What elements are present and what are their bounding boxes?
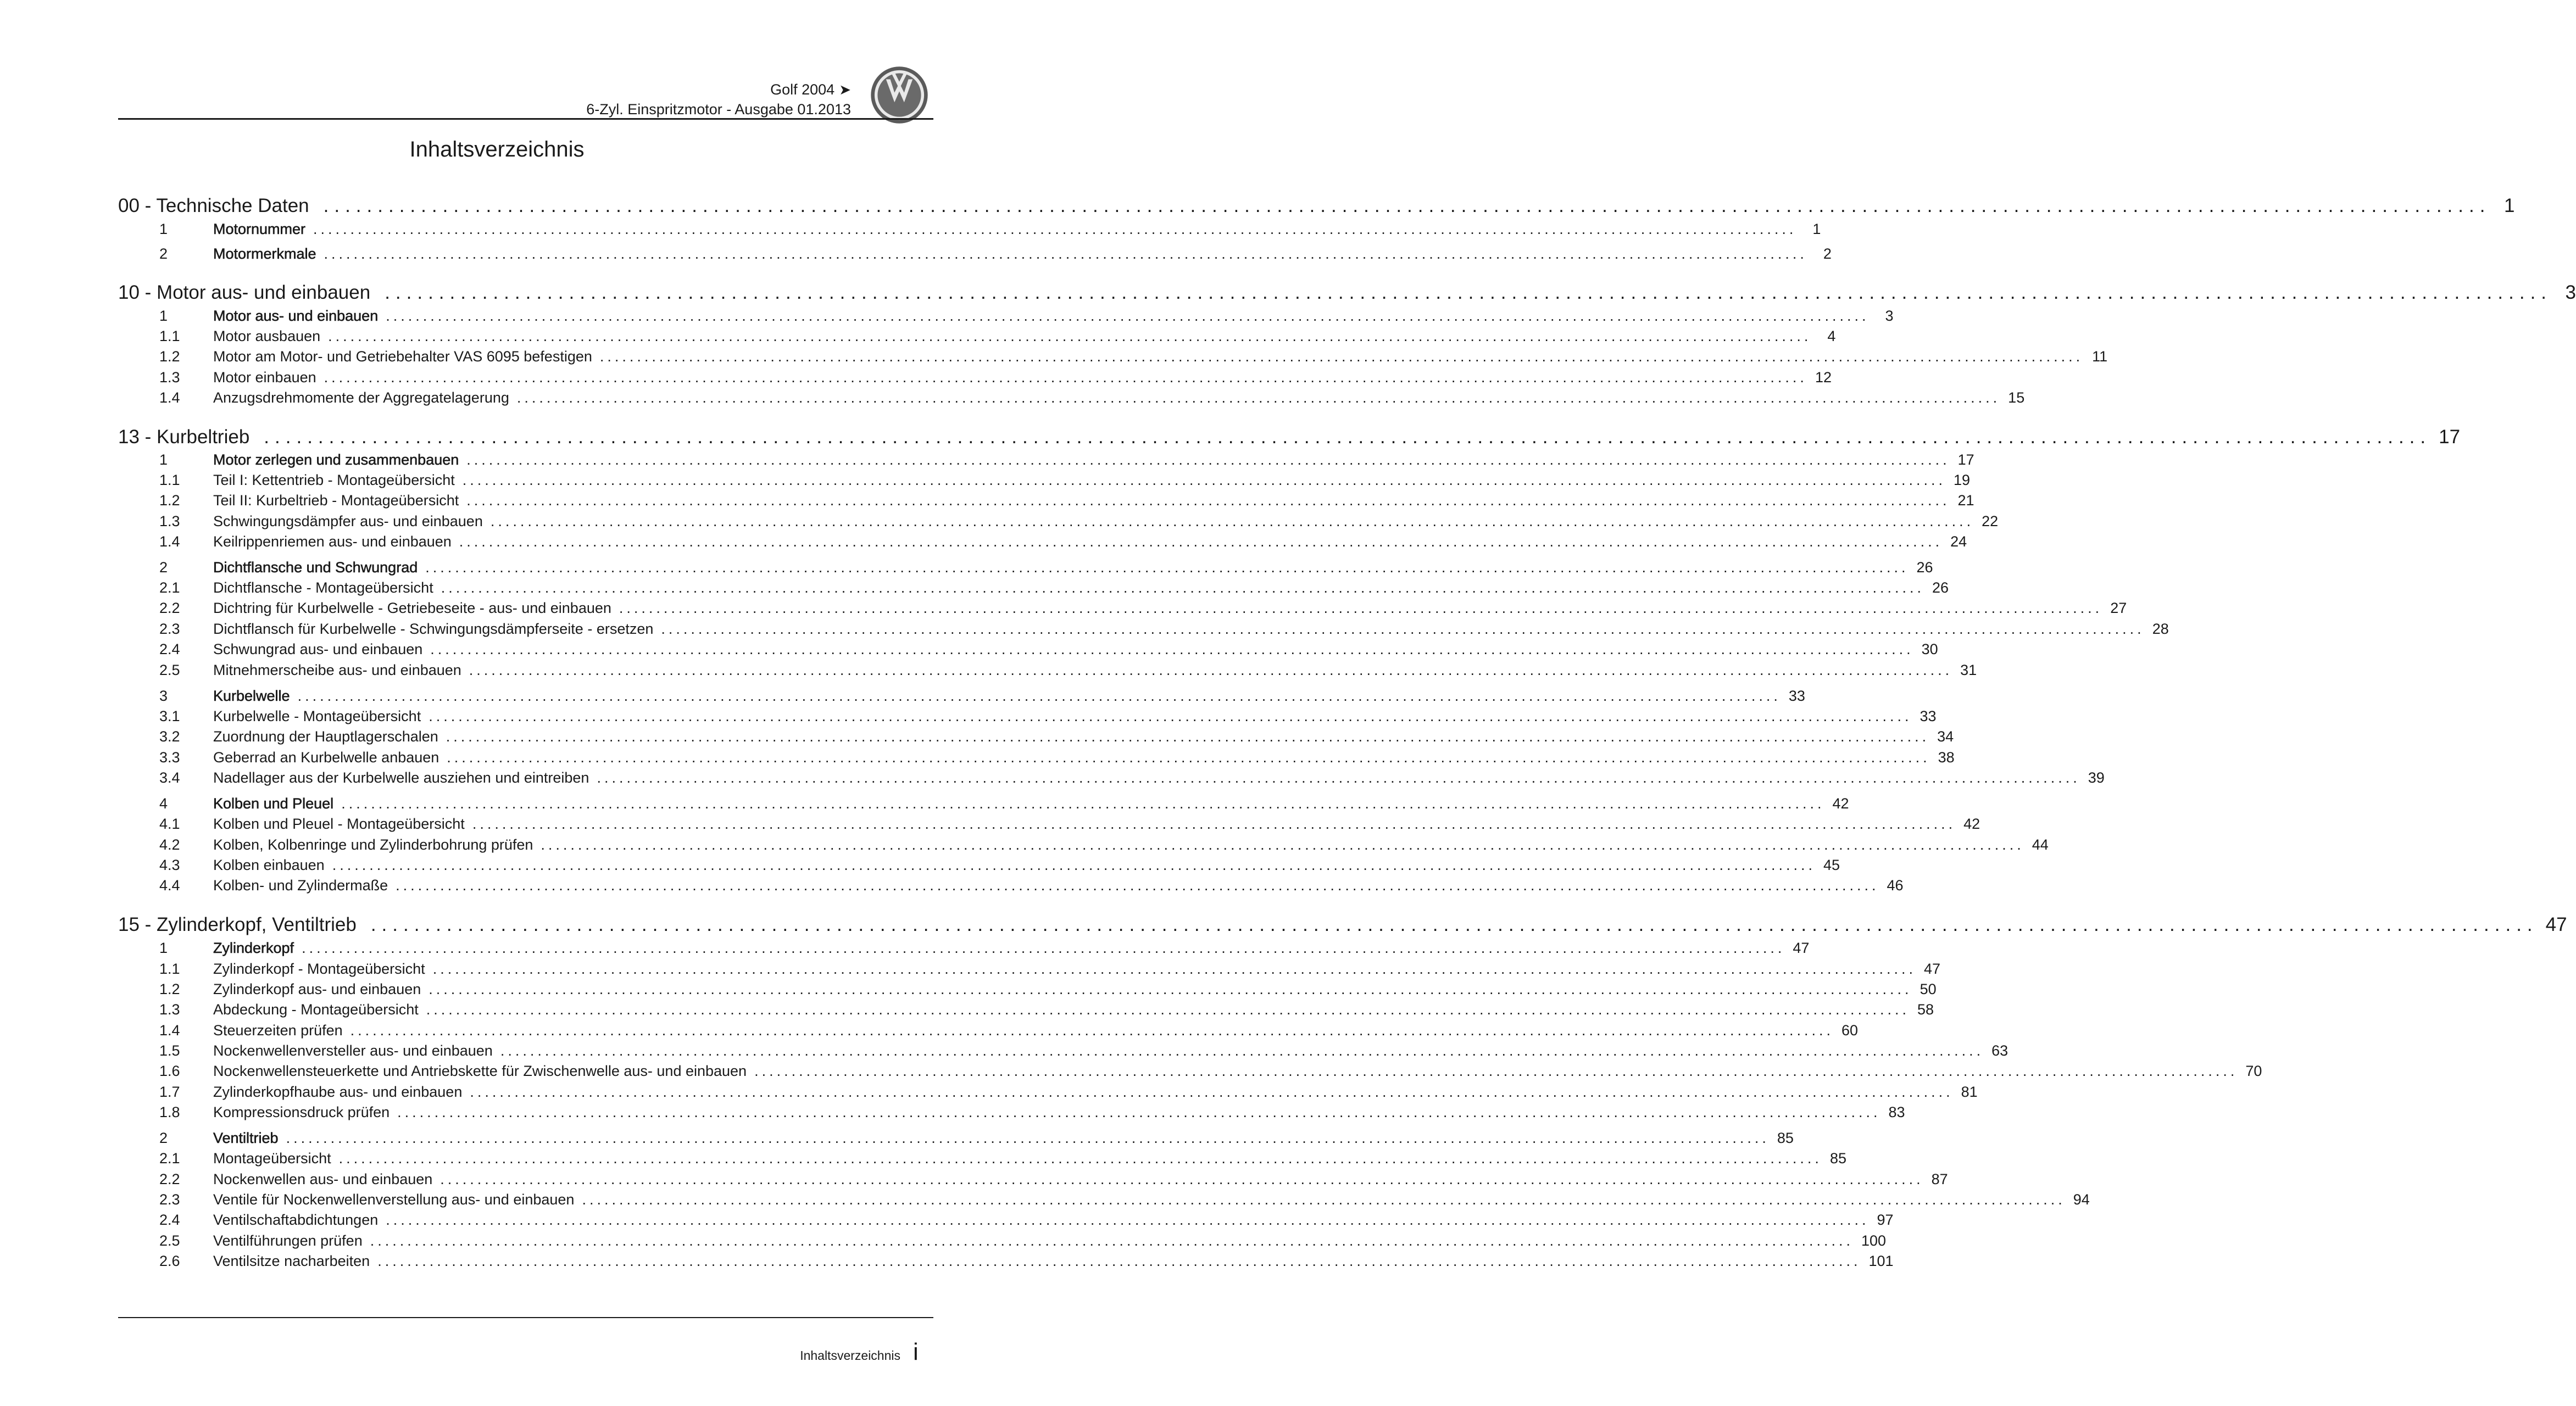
toc-entry-page: 31 <box>1960 662 1977 678</box>
dot-leader: ........................................................................................................................................................................................................ <box>341 795 1825 812</box>
toc-entry-page: 26 <box>1932 579 1949 596</box>
dot-leader: ........................................................................................................................................................................................................ <box>472 816 1956 832</box>
toc-entry-page: 47 <box>1923 961 1941 977</box>
toc-entry-number: 2.1 <box>159 579 180 596</box>
dot-leader: ........................................................................................................................................................................................................ <box>323 195 2491 216</box>
dot-leader: ........................................................................................................................................................................................................ <box>370 1232 1854 1249</box>
toc-entry-number: 1.6 <box>159 1063 180 1079</box>
dot-leader: ........................................................................................................................................................................................................ <box>516 389 2001 406</box>
toc-entry-number: 1.1 <box>159 961 180 977</box>
toc-entry-title: Teil II: Kurbeltrieb - Montageübersicht <box>213 492 459 509</box>
toc-entry-page: 100 <box>1861 1232 1887 1249</box>
toc-entry[interactable] <box>118 1150 1846 1167</box>
toc-entry-title: Geberrad an Kurbelwelle anbauen <box>213 749 439 766</box>
toc-chapter[interactable] <box>118 426 2461 448</box>
toc-entry-page: 38 <box>1938 749 1955 766</box>
toc-entry-title: Ventilschaftabdichtungen <box>213 1212 379 1228</box>
toc-entry-title: Ventiltrieb <box>213 1130 279 1146</box>
toc-entry-page: 45 <box>1823 857 1840 873</box>
toc-entry[interactable] <box>118 1042 2008 1059</box>
toc-entry-title: Mitnehmerscheibe aus- und einbauen <box>213 662 461 678</box>
toc-entry-page: 12 <box>1815 369 1832 386</box>
toc-entry-title: Kolben und Pleuel <box>213 795 334 812</box>
toc-entry-number: 4.3 <box>159 857 180 873</box>
toc-chapter[interactable] <box>118 282 2576 304</box>
toc-entry-title: Motor zerlegen und zusammenbauen <box>213 451 459 468</box>
toc-entry-page: 101 <box>1868 1253 1894 1269</box>
dot-leader: ........................................................................................................................................................................................................ <box>470 1084 1954 1100</box>
toc-entry-number: 2.6 <box>159 1253 180 1269</box>
toc-entry-number: 1.4 <box>159 533 180 550</box>
toc-entry-title: Dichtflansche - Montageübersicht <box>213 579 433 596</box>
toc-entry-page: 33 <box>1920 708 1937 724</box>
toc-entry[interactable] <box>118 1022 1859 1039</box>
toc-entry-title: Keilrippenriemen aus- und einbauen <box>213 533 452 550</box>
toc-entry[interactable] <box>118 641 1938 658</box>
toc-entry[interactable] <box>118 579 1949 596</box>
header-subtitle: 6-Zyl. Einspritzmotor - Ausgabe 01.2013 <box>586 101 851 118</box>
toc-entry[interactable] <box>118 688 1805 705</box>
toc-entry[interactable] <box>118 1063 2262 1080</box>
toc-entry-number: 2.3 <box>159 1191 180 1208</box>
toc-entry-title: Teil I: Kettentrieb - Montageübersicht <box>213 472 455 488</box>
arrow-right-icon: ➤ <box>839 81 851 98</box>
toc-entry[interactable] <box>118 1191 2090 1208</box>
dot-leader: ........................................................................................................................................................................................................ <box>385 282 2552 303</box>
header-model <box>770 81 851 98</box>
toc-entry-title: Motor am Motor- und Getriebehalter VAS 6095 befestigen <box>213 348 592 365</box>
toc-entry[interactable] <box>118 348 2108 365</box>
toc-entry[interactable] <box>118 600 2127 617</box>
toc-entry-title: Nockenwellenversteller aus- und einbauen <box>213 1042 493 1059</box>
toc-entry-page: 47 <box>2545 914 2567 935</box>
toc-entry-title: Dichtring für Kurbelwelle - Getriebeseite - aus- und einbauen <box>213 600 611 616</box>
toc-entry[interactable] <box>118 1001 1934 1018</box>
dot-leader: ........................................................................................................................................................................................................ <box>599 348 2084 365</box>
toc-entry[interactable] <box>118 369 1832 386</box>
toc-entry-number: 2.5 <box>159 662 180 678</box>
toc-entry-number: 1 <box>159 221 168 237</box>
toc-entry-page: 81 <box>1961 1084 1978 1100</box>
dot-leader: ........................................................................................................................................................................................................ <box>264 426 2432 448</box>
toc-entry-title: Ventilsitze nacharbeiten <box>213 1253 370 1269</box>
toc-entry-title: Zuordnung der Hauptlagerschalen <box>213 728 438 745</box>
toc-entry[interactable] <box>118 308 1894 325</box>
toc-entry-title: 00 - Technische Daten <box>118 195 309 216</box>
toc-entry-title: Schwingungsdämpfer aus- und einbauen <box>213 513 483 529</box>
toc-entry[interactable] <box>118 1212 1894 1229</box>
toc-entry[interactable] <box>118 246 1832 263</box>
toc-entry-title: Kolben einbauen <box>213 857 325 873</box>
toc-entry-number: 1.5 <box>159 1042 180 1059</box>
toc-entry-number: 2 <box>159 559 168 576</box>
toc-entry-title: Zylinderkopf aus- und einbauen <box>213 981 421 997</box>
toc-entry[interactable] <box>118 533 1967 550</box>
toc-entry[interactable] <box>118 1104 1905 1121</box>
toc-entry-title: Nockenwellen aus- und einbauen <box>213 1171 433 1187</box>
toc-entry-page: 50 <box>1920 981 1937 997</box>
toc-entry-page: 42 <box>1963 816 1980 832</box>
toc-entry[interactable] <box>118 795 1849 812</box>
toc-entry-page: 1 <box>2503 195 2515 216</box>
toc-entry-page: 47 <box>1793 940 1810 956</box>
toc-entry[interactable] <box>118 708 1937 725</box>
toc-entry-page: 24 <box>1950 533 1967 550</box>
toc-entry-page: 17 <box>2439 426 2461 448</box>
footer-page-number: i <box>913 1338 919 1365</box>
toc-entry-title: Dichtflansch für Kurbelwelle - Schwingungsdämpferseite - ersetzen <box>213 621 654 637</box>
toc-entry-page: 97 <box>1877 1212 1894 1228</box>
toc-entry[interactable] <box>118 1232 1887 1249</box>
toc-entry-title: Zylinderkopfhaube aus- und einbauen <box>213 1084 463 1100</box>
dot-leader: ........................................................................................................................................................................................................ <box>469 662 1953 678</box>
dot-leader: ........................................................................................................................................................................................................ <box>313 221 1797 237</box>
toc-entry-title: Motor ausbauen <box>213 328 321 344</box>
toc-entry-title: Kolben- und Zylindermaße <box>213 877 388 894</box>
toc-entry-title: Motor aus- und einbauen <box>213 308 379 324</box>
toc-entry-page: 58 <box>1917 1001 1934 1018</box>
dot-leader: ........................................................................................................................................................................................................ <box>350 1022 1834 1039</box>
toc-entry-title: Zylinderkopf - Montageübersicht <box>213 961 425 977</box>
toc-entry[interactable] <box>118 961 1941 978</box>
toc-entry-number: 1.8 <box>159 1104 180 1120</box>
toc-entry-page: 2 <box>1823 246 1832 262</box>
toc-entry[interactable] <box>118 981 1937 998</box>
toc-entry-title: Zylinderkopf <box>213 940 294 956</box>
toc-entry-number: 1 <box>159 940 168 956</box>
toc-entry-page: 83 <box>1888 1104 1905 1120</box>
dot-leader: ........................................................................................................................................................................................................ <box>490 513 1974 529</box>
dot-leader: ........................................................................................................................................................................................................ <box>332 857 1816 873</box>
header-rule <box>118 118 933 120</box>
toc-entry[interactable] <box>118 621 2169 638</box>
toc-entry-page: 19 <box>1954 472 1971 488</box>
toc-chapter[interactable] <box>118 195 2515 217</box>
toc-entry-page: 15 <box>2008 389 2025 406</box>
toc-entry-page: 1 <box>1812 221 1821 237</box>
toc-entry-number: 2.2 <box>159 600 180 616</box>
dot-leader: ........................................................................................................................................................................................................ <box>328 328 1812 344</box>
toc-entry-title: Montageübersicht <box>213 1150 331 1167</box>
dot-leader: ........................................................................................................................................................................................................ <box>297 688 1781 704</box>
toc-entry-title: Motornummer <box>213 221 306 237</box>
toc-entry-number: 1 <box>159 451 168 468</box>
dot-leader: ........................................................................................................................................................................................................ <box>430 641 1914 657</box>
toc-entry-number: 1.3 <box>159 513 180 529</box>
toc-entry-title: Motor einbauen <box>213 369 316 386</box>
toc-entry-number: 2.3 <box>159 621 180 637</box>
toc-entry[interactable] <box>118 221 1821 238</box>
toc-entry-number: 4.1 <box>159 816 180 832</box>
toc-entry-number: 4 <box>159 795 168 812</box>
dot-leader: ........................................................................................................................................................................................................ <box>377 1253 1861 1269</box>
toc-entry[interactable] <box>118 451 1974 468</box>
toc-entry-title: Kompressionsdruck prüfen <box>213 1104 390 1120</box>
toc-entry-title: Motormerkmale <box>213 246 316 262</box>
toc-entry[interactable] <box>118 940 1810 957</box>
toc-entry-number: 2.5 <box>159 1232 180 1249</box>
toc-entry-title: Kolben und Pleuel - Montageübersicht <box>213 816 465 832</box>
toc-entry-page: 4 <box>1827 328 1836 344</box>
toc-entry-page: 44 <box>2032 836 2049 853</box>
dot-leader: ........................................................................................................................................................................................................ <box>386 1212 1870 1228</box>
header-model-text: Golf 2004 <box>770 81 835 98</box>
dot-leader: ........................................................................................................................................................................................................ <box>597 769 2080 786</box>
toc-entry-number: 1 <box>159 308 168 324</box>
dot-leader: ........................................................................................................................................................................................................ <box>582 1191 2066 1208</box>
dot-leader: ........................................................................................................................................................................................................ <box>441 579 1924 596</box>
toc-entry-number: 3.2 <box>159 728 180 745</box>
dot-leader: ........................................................................................................................................................................................................ <box>459 533 1943 550</box>
toc-entry-page: 87 <box>1931 1171 1948 1187</box>
toc-entry-number: 2 <box>159 1130 168 1146</box>
toc-entry[interactable] <box>118 1130 1794 1147</box>
toc-entry[interactable] <box>118 492 1974 509</box>
dot-leader: ........................................................................................................................................................................................................ <box>324 369 1807 386</box>
dot-leader: ........................................................................................................................................................................................................ <box>426 1001 1910 1018</box>
toc-entry-title: Steuerzeiten prüfen <box>213 1022 343 1039</box>
toc-entry[interactable] <box>118 836 2049 853</box>
toc-entry-number: 2.1 <box>159 1150 180 1167</box>
toc-entry-page: 70 <box>2245 1063 2262 1079</box>
toc-entry-page: 28 <box>2152 621 2169 637</box>
dot-leader: ........................................................................................................................................................................................................ <box>432 961 1916 977</box>
dot-leader: ........................................................................................................................................................................................................ <box>446 728 1930 745</box>
dot-leader: ........................................................................................................................................................................................................ <box>338 1150 1822 1167</box>
toc-entry[interactable] <box>118 769 2105 786</box>
toc-entry-number: 1.1 <box>159 472 180 488</box>
toc-entry-page: 60 <box>1841 1022 1859 1039</box>
dot-leader: ........................................................................................................................................................................................................ <box>396 877 1879 894</box>
toc-entry-title: Nockenwellensteuerkette und Antriebskette für Zwischenwelle aus- und einbauen <box>213 1063 747 1079</box>
toc-entry-title: Kurbelwelle <box>213 688 290 704</box>
dot-leader: ........................................................................................................................................................................................................ <box>397 1104 1881 1120</box>
dot-leader: ........................................................................................................................................................................................................ <box>440 1171 1924 1187</box>
footer-rule <box>118 1317 933 1318</box>
toc-entry-page: 11 <box>2092 348 2108 365</box>
toc-entry-page: 27 <box>2110 600 2127 616</box>
toc-entry-number: 2.4 <box>159 641 180 657</box>
toc-entry-number: 1.3 <box>159 1001 180 1018</box>
footer-label: Inhaltsverzeichnis <box>800 1348 900 1363</box>
dot-leader: ........................................................................................................................................................................................................ <box>370 914 2538 935</box>
dot-leader: ........................................................................................................................................................................................................ <box>661 621 2145 637</box>
toc-entry-page: 22 <box>1982 513 1999 529</box>
toc-entry-title: Nadellager aus der Kurbelwelle ausziehen und eintreiben <box>213 769 589 786</box>
toc-entry-number: 1.2 <box>159 492 180 509</box>
toc-entry-title: Anzugsdrehmomente der Aggregatelagerung <box>213 389 509 406</box>
toc-entry[interactable] <box>118 1171 1948 1188</box>
dot-leader: ........................................................................................................................................................................................................ <box>429 708 1912 724</box>
toc-entry-page: 33 <box>1788 688 1805 704</box>
toc-entry-page: 85 <box>1829 1150 1846 1167</box>
toc-entry-number: 3.4 <box>159 769 180 786</box>
toc-entry-number: 1.4 <box>159 389 180 406</box>
toc-entry-number: 1.1 <box>159 328 180 344</box>
toc-entry-page: 42 <box>1832 795 1849 812</box>
toc-entry-title: Ventile für Nockenwellenverstellung aus- und einbauen <box>213 1191 575 1208</box>
toc-entry-number: 1.7 <box>159 1084 180 1100</box>
toc-entry-page: 30 <box>1921 641 1938 657</box>
toc-entry[interactable] <box>118 857 1840 874</box>
toc-entry[interactable] <box>118 328 1836 345</box>
toc-entry-page: 26 <box>1916 559 1933 576</box>
dot-leader: ........................................................................................................................................................................................................ <box>500 1042 1984 1059</box>
toc-entry[interactable] <box>118 749 1955 766</box>
dot-leader: ........................................................................................................................................................................................................ <box>425 559 1909 576</box>
toc-entry-page: 85 <box>1777 1130 1794 1146</box>
page-title: Inhaltsverzeichnis <box>409 137 585 161</box>
toc-entry-number: 2.4 <box>159 1212 180 1228</box>
toc-entry-number: 2 <box>159 246 168 262</box>
toc-entry[interactable] <box>118 389 2025 406</box>
toc-entry-number: 2.2 <box>159 1171 180 1187</box>
toc-entry-number: 3 <box>159 688 168 704</box>
dot-leader: ........................................................................................................................................................................................................ <box>619 600 2103 616</box>
toc-entry[interactable] <box>118 1084 1978 1101</box>
toc-entry-page: 46 <box>1887 877 1904 894</box>
dot-leader: ........................................................................................................................................................................................................ <box>462 472 1946 488</box>
toc-entry-title: 15 - Zylinderkopf, Ventiltrieb <box>118 914 357 935</box>
toc-entry-number: 3.3 <box>159 749 180 766</box>
toc-chapter[interactable] <box>118 914 2567 936</box>
dot-leader: ........................................................................................................................................................................................................ <box>447 749 1930 766</box>
toc-entry-page: 17 <box>1957 451 1974 468</box>
toc-entry-page: 34 <box>1937 728 1954 745</box>
toc-entry-page: 94 <box>2073 1191 2090 1208</box>
toc-entry-number: 4.2 <box>159 836 180 853</box>
toc-entry[interactable] <box>118 513 1999 530</box>
toc-entry-page: 39 <box>2088 769 2105 786</box>
toc-entry-number: 4.4 <box>159 877 180 894</box>
toc-entry-number: 1.4 <box>159 1022 180 1039</box>
toc-entry[interactable] <box>118 472 1971 489</box>
toc-entry-page: 3 <box>1885 308 1894 324</box>
toc-entry-title: Ventilführungen prüfen <box>213 1232 363 1249</box>
toc-entry[interactable] <box>118 728 1954 745</box>
toc-entry-number: 1.3 <box>159 369 180 386</box>
toc-entry-page: 3 <box>2565 282 2576 303</box>
vw-logo-icon <box>869 65 930 125</box>
toc-entry-title: Kolben, Kolbenringe und Zylinderbohrung prüfen <box>213 836 533 853</box>
dot-leader: ........................................................................................................................................................................................................ <box>324 246 1807 262</box>
toc-entry-page: 63 <box>1991 1042 2008 1059</box>
toc-entry-title: 10 - Motor aus- und einbauen <box>118 282 371 303</box>
dot-leader: ........................................................................................................................................................................................................ <box>754 1063 2238 1079</box>
toc-entry-number: 3.1 <box>159 708 180 724</box>
dot-leader: ........................................................................................................................................................................................................ <box>429 981 1912 997</box>
toc-entry[interactable] <box>118 1253 1894 1270</box>
toc-entry-title: 13 - Kurbeltrieb <box>118 426 250 448</box>
toc-entry-number: 1.2 <box>159 348 180 365</box>
dot-leader: ........................................................................................................................................................................................................ <box>302 940 1785 956</box>
toc-entry-number: 1.2 <box>159 981 180 997</box>
dot-leader: ........................................................................................................................................................................................................ <box>286 1130 1770 1146</box>
toc-entry-title: Abdeckung - Montageübersicht <box>213 1001 419 1018</box>
toc-entry-title: Dichtflansche und Schwungrad <box>213 559 418 576</box>
toc-entry[interactable] <box>118 662 1977 679</box>
toc-entry-page: 21 <box>1957 492 1974 509</box>
toc-entry[interactable] <box>118 816 1980 833</box>
dot-leader: ........................................................................................................................................................................................................ <box>541 836 2024 853</box>
toc-entry-title: Kurbelwelle - Montageübersicht <box>213 708 421 724</box>
dot-leader: ........................................................................................................................................................................................................ <box>386 308 1870 324</box>
toc-entry-title: Schwungrad aus- und einbauen <box>213 641 423 657</box>
dot-leader: ........................................................................................................................................................................................................ <box>466 451 1950 468</box>
toc-entry[interactable] <box>118 559 1933 576</box>
dot-leader: ........................................................................................................................................................................................................ <box>466 492 1950 509</box>
toc-entry[interactable] <box>118 877 1904 894</box>
